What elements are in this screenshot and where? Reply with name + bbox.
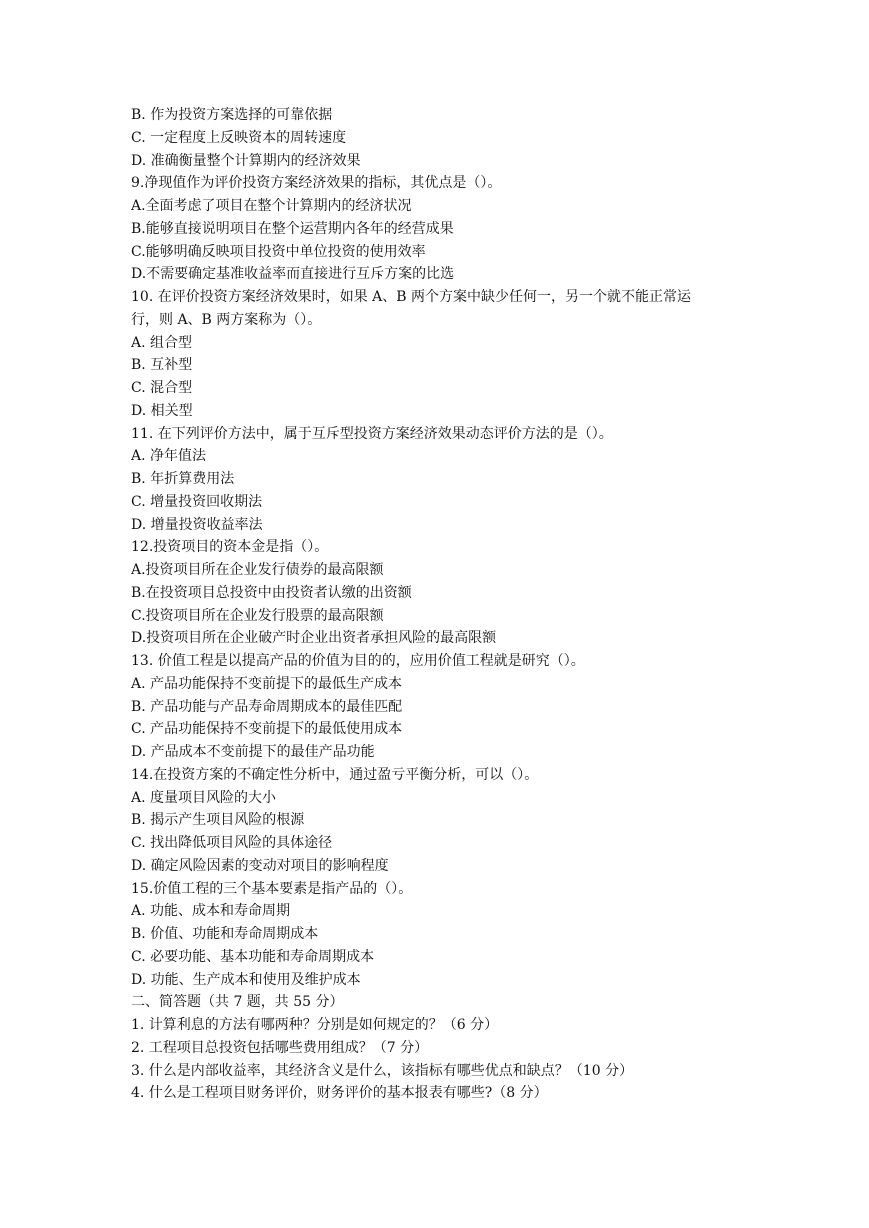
short-answer-question-1: 1. 计算利息的方法有哪两种？分别是如何规定的？（6 分）: [131, 1017, 499, 1033]
question-9-option-d: D.不需要确定基准收益率而直接进行互斥方案的比选: [131, 266, 455, 283]
question-14: 14.在投资方案的不确定性分析中，通过盈亏平衡分析，可以（）。: [131, 766, 539, 783]
question-9-option-b: B.能够直接说明项目在整个运营期内各年的经营成果: [131, 220, 454, 237]
question-13-option-c: C. 产品功能保持不变前提下的最低使用成本: [131, 721, 403, 738]
question-15-option-d: D. 功能、生产成本和使用及维护成本: [131, 971, 361, 988]
question-10-option-c: C. 混合型: [131, 380, 193, 396]
question-10-option-b: B. 互补型: [131, 357, 193, 374]
question-11-option-b: B. 年折算费用法: [131, 471, 235, 487]
question-15-option-a: A. 功能、成本和寿命周期: [131, 903, 291, 920]
question-9-option-c: C.能够明确反映项目投资中单位投资的使用效率: [131, 243, 426, 260]
question-9-option-a: A.全面考虑了项目在整个计算期内的经济状况: [131, 198, 412, 214]
question-9: 9.净现值作为评价投资方案经济效果的指标，其优点是（）。: [131, 175, 502, 192]
question-12-option-b: B.在投资项目总投资中由投资者认缴的出资额: [131, 584, 412, 601]
question-14-option-d: D. 确定风险因素的变动对项目的影响程度: [131, 857, 389, 874]
section-heading-short-answer: 二、简答题（共 7 题，共 55 分）: [131, 994, 344, 1011]
question-12-option-c: C.投资项目所在企业发行股票的最高限额: [131, 607, 384, 624]
option-d-whole-period-effect: D. 准确衡量整个计算期内的经济效果: [131, 152, 361, 169]
question-15-option-b: B. 价值、功能和寿命周期成本: [131, 926, 319, 942]
question-12-option-d: D.投资项目所在企业破产时企业出资者承担风险的最高限额: [131, 630, 497, 647]
question-11-option-a: A. 净年值法: [131, 448, 207, 465]
question-10-line-1: 10. 在评价投资方案经济效果时，如果 A、B 两个方案中缺少任何一，另一个就不能正常运: [131, 289, 692, 305]
question-13-option-b: B. 产品功能与产品寿命周期成本的最佳匹配: [131, 698, 403, 715]
question-11-option-d: D. 增量投资收益率法: [131, 516, 263, 533]
question-11-option-c: C. 增量投资回收期法: [131, 493, 263, 510]
question-14-option-b: B. 揭示产生项目风险的根源: [131, 812, 305, 829]
short-answer-question-2: 2. 工程项目总投资包括哪些费用组成？（7 分）: [131, 1039, 429, 1056]
question-11: 11. 在下列评价方法中，属于互斥型投资方案经济效果动态评价方法的是（）。: [131, 425, 613, 442]
document-body: [131, 104, 771, 1105]
short-answer-question-4: 4. 什么是工程项目财务评价，财务评价的基本报表有哪些?（8 分）: [131, 1085, 548, 1102]
question-12-option-a: A.投资项目所在企业发行债券的最高限额: [131, 562, 384, 578]
question-10-option-a: A. 组合型: [131, 334, 193, 351]
question-10-line-2: 行，则 A、B 两方案称为（）。: [131, 311, 322, 328]
question-12: 12.投资项目的资本金是指（）。: [131, 539, 329, 556]
question-15-option-c: C. 必要功能、基本功能和寿命周期成本: [131, 948, 375, 965]
question-14-option-a: A. 度量项目风险的大小: [131, 789, 277, 806]
question-15: 15.价值工程的三个基本要素是指产品的（）。: [131, 880, 413, 897]
question-13-option-a: A. 产品功能保持不变前提下的最低生产成本: [131, 675, 403, 692]
option-b-reliable-basis: B. 作为投资方案选择的可靠依据: [131, 107, 333, 123]
question-14-option-c: C. 找出降低项目风险的具体途径: [131, 835, 333, 851]
question-10-option-d: D. 相关型: [131, 402, 193, 419]
question-13-option-d: D. 产品成本不变前提下的最佳产品功能: [131, 744, 375, 760]
short-answer-question-3: 3. 什么是内部收益率，其经济含义是什么，该指标有哪些优点和缺点？（10 分）: [131, 1062, 634, 1079]
option-c-turnover-speed: C. 一定程度上反映资本的周转速度: [131, 129, 347, 146]
question-13: 13. 价值工程是以提高产品的价值为目的的，应用价值工程就是研究（）。: [131, 653, 585, 669]
